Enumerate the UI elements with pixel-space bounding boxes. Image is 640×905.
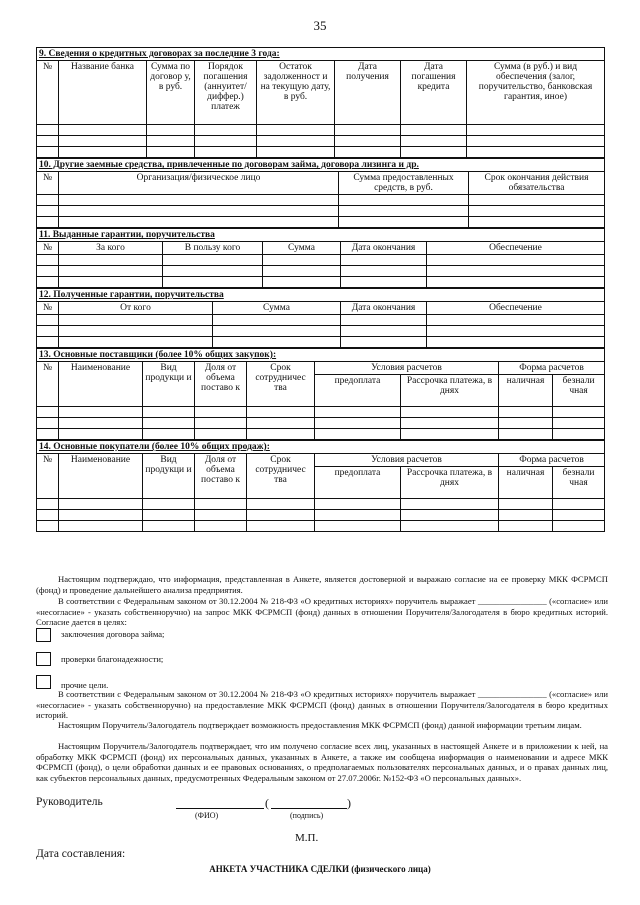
section-11-title: 11. Выданные гарантии, поручительства [37, 229, 605, 242]
subheader-cell: наличная [499, 467, 553, 499]
header-cell: Сумма (в руб.) и вид обеспечения (залог, поручительство, банковская гарантия, иное) [467, 61, 605, 125]
table-row[interactable] [37, 206, 605, 217]
table-row[interactable] [37, 326, 605, 337]
header-cell: № [37, 242, 59, 255]
table-row[interactable] [37, 510, 605, 521]
table-row[interactable] [37, 195, 605, 206]
header-cell: Обеспечение [427, 242, 605, 255]
header-cell: Сумма предоставленных средств, в руб. [339, 172, 469, 195]
header-cell: Срок сотрудничес тва [247, 454, 315, 499]
header-cell: Наименование [59, 454, 143, 499]
table-row[interactable] [37, 125, 605, 136]
section-10-table [36, 158, 605, 228]
consent-paragraph-4: Настоящим Поручитель/Залогодатель подтверждает возможность предоставления МКК ФСРМСП (фонд) данной информации третьим лицам. [58, 720, 582, 730]
header-cell: Условия расчетов [315, 454, 499, 467]
header-cell: Дата погашения кредита [401, 61, 467, 125]
table-row[interactable] [37, 337, 605, 348]
table-row[interactable] [37, 217, 605, 228]
header-cell: Доля от объема поставо к [195, 454, 247, 499]
section-12-title: 12. Полученные гарантии, поручительства [37, 289, 605, 302]
table-row[interactable] [37, 136, 605, 147]
header-cell: Вид продукци и [143, 454, 195, 499]
subheader-cell: наличная [499, 375, 553, 407]
checkbox-label: заключения договора займа; [61, 629, 165, 639]
signature-line[interactable] [271, 808, 347, 809]
header-cell: Обеспечение [427, 302, 605, 315]
section-13-table [36, 348, 605, 440]
header-cell: Форма расчетов [499, 454, 605, 467]
header-cell: Порядок погашения (аннуитет/ диффер.) платеж [195, 61, 257, 125]
head-label: Руководитель [36, 796, 103, 808]
header-cell: Форма расчетов [499, 362, 605, 375]
section-12-table [36, 288, 605, 348]
checkbox-label: проверки благонадежности; [61, 654, 164, 664]
header-cell: Срок сотрудничес тва [247, 362, 315, 407]
bracket-open: ( [265, 796, 269, 810]
header-cell: Дата окончания [341, 302, 427, 315]
header-cell: Доля от объема поставо к [195, 362, 247, 407]
header-cell: № [37, 362, 59, 407]
header-cell: № [37, 61, 59, 125]
table-row[interactable] [37, 521, 605, 532]
fio-line[interactable] [176, 808, 264, 809]
checkbox-loan-agreement[interactable] [36, 628, 51, 642]
table-row[interactable] [37, 429, 605, 440]
section-10-title: 10. Другие заемные средства, привлеченные по договорам займа, договора лизинга и др. [37, 159, 605, 172]
consent-paragraph-2: В соответствии с Федеральным законом от 30.12.2004 № 218-ФЗ «О кредитных историях» поручитель выражает ________________ («согласие» или «несогласие» - указать собственноручно) на запрос МКК ФСРМСП (фонд) данных в отношении Поручителя/Залогодателя в бюро кредитных историй. Согласие дается в целях: [36, 596, 608, 628]
subheader-cell: предоплата [315, 467, 401, 499]
consent-paragraph-1: Настоящим подтверждаю, что информация, представленная в Анкете, является достоверной и выражаю согласие на ее проверку МКК ФСРМСП (фонд) и проведение дальнейшего анализа предприятия. [36, 574, 608, 595]
subheader-cell: безнали чная [553, 375, 605, 407]
subheader-cell: предоплата [315, 375, 401, 407]
table-row[interactable] [37, 418, 605, 429]
footer-title: АНКЕТА УЧАСТНИКА СДЕЛКИ (физического лица) [209, 864, 431, 874]
consent-paragraph-3: В соответствии с Федеральным законом от 30.12.2004 № 218-ФЗ «О кредитных историях» поручитель выражает ________________ («согласие» или «несогласие» - указать собственноручно) на предоставление МКК ФСРМСП (фонд) данных в отношении Поручителя/Залогодателя в бюро кредитных историй. [36, 689, 608, 721]
section-14-table [36, 440, 605, 532]
table-row[interactable] [37, 255, 605, 266]
bracket-close: ) [347, 796, 351, 810]
table-row[interactable] [37, 315, 605, 326]
header-cell: Сумма [263, 242, 341, 255]
signature-caption: (подпись) [290, 811, 324, 820]
header-cell: Условия расчетов [315, 362, 499, 375]
header-cell: Дата получения [335, 61, 401, 125]
page-number: 35 [313, 18, 327, 33]
header-cell: Срок окончания действия обязательства [469, 172, 605, 195]
checkbox-label: прочие цели. [61, 680, 109, 690]
header-cell: За кого [59, 242, 163, 255]
questionnaire-form [36, 47, 604, 532]
section-14-title: 14. Основные покупатели (более 10% общих продаж): [37, 441, 605, 454]
subheader-cell: безнали чная [553, 467, 605, 499]
header-cell: Название банка [59, 61, 147, 125]
table-row[interactable] [37, 277, 605, 288]
fio-caption: (ФИО) [195, 811, 219, 820]
header-cell: Наименование [59, 362, 143, 407]
checkbox-other-purposes[interactable] [36, 675, 51, 689]
section-11-table [36, 228, 605, 288]
header-cell: Дата окончания [341, 242, 427, 255]
subheader-cell: Рассрочка платежа, в днях [401, 375, 499, 407]
header-cell: Сумма [213, 302, 341, 315]
header-cell: Остаток задолженност и на текущую дату, в руб. [257, 61, 335, 125]
checkbox-reliability-check[interactable] [36, 652, 51, 666]
header-cell: Организация/физическое лицо [59, 172, 339, 195]
header-cell: Вид продукци и [143, 362, 195, 407]
date-label: Дата составления: [36, 848, 126, 860]
section-9-title: 9. Сведения о кредитных договорах за последние 3 года: [37, 48, 605, 61]
table-row[interactable] [37, 407, 605, 418]
header-cell: В пользу кого [163, 242, 263, 255]
header-cell: № [37, 172, 59, 195]
header-cell: Сумма по договор у, в руб. [147, 61, 195, 125]
table-row[interactable] [37, 266, 605, 277]
section-13-title: 13. Основные поставщики (более 10% общих закупок): [37, 349, 605, 362]
header-cell: № [37, 454, 59, 499]
table-row[interactable] [37, 147, 605, 158]
consent-paragraph-5: Настоящим Поручитель/Залогодатель подтверждает, что им получено согласие всех лиц, указанных в настоящей Анкете и в приложении к ней, на обработку МКК ФСРМСП (фонд) их персональных данных, указанных в Анкете, а также им сообщена информация о наименовании и адресе МКК ФСРМСП (фонд), о цели обработки данных и ее правовых основаниях, о предполагаемых пользователях персональных данных, и о правах данных лиц, как субъектов персональных данных, предусмотренных Федеральным законом от 27.07.2006г. №152-ФЗ «О персональных данных». [36, 741, 608, 783]
section-9-table [36, 47, 605, 158]
header-cell: От кого [59, 302, 213, 315]
header-cell: № [37, 302, 59, 315]
stamp-place: М.П. [295, 832, 319, 844]
subheader-cell: Рассрочка платежа, в днях [401, 467, 499, 499]
table-row[interactable] [37, 499, 605, 510]
